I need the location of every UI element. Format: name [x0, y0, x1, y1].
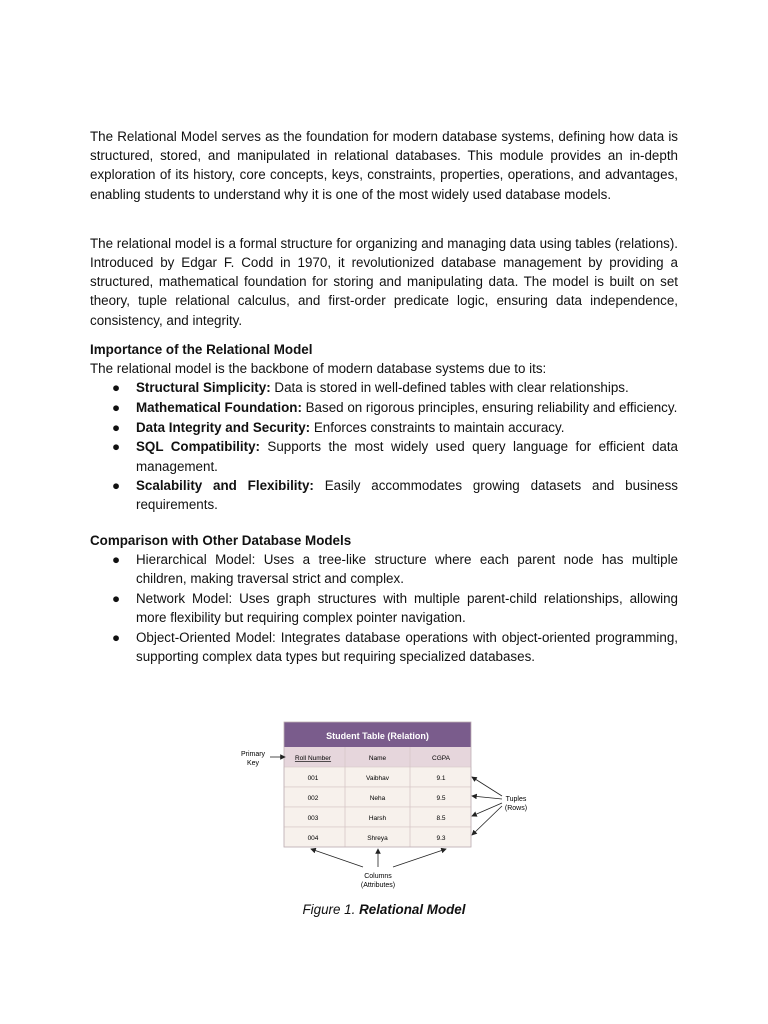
list-item: [90, 476, 678, 514]
table-cell: 9.5: [436, 795, 446, 802]
list-item-text: Easily accommodates growing datasets and business requirements.: [136, 478, 679, 513]
table-cell: 003: [307, 815, 319, 822]
table-title: Student Table (Relation): [326, 731, 429, 741]
tuples-arrow: [472, 777, 502, 796]
comparison-heading: Comparison with Other Database Models: [90, 532, 352, 548]
bullet-icon: ●: [112, 439, 121, 455]
list-item-term: Structural Simplicity:: [136, 380, 271, 396]
primary-key-label-1: Primary: [240, 751, 266, 758]
table-cell: 002: [307, 795, 319, 802]
importance-list: [90, 378, 678, 514]
bullet-icon: ●: [112, 478, 121, 494]
intro-paragraph: The Relational Model serves as the foundation for modern database systems, defining how data is structured, stored, and manipulated in relational databases. This module provides an in-depth exploration of its history, core concepts, keys, constraints, properties, operations, and advantages, enabling students to understand why it is one of the most widely used database models.: [90, 129, 678, 202]
table-cell: Shreya: [367, 835, 388, 842]
caption-title: Relational Model: [359, 902, 466, 917]
header-roll-number: Roll Number: [294, 755, 332, 762]
tuples-arrow: [472, 796, 502, 799]
columns-arrow: [393, 849, 446, 867]
list-item-term: Mathematical Foundation:: [136, 399, 302, 415]
list-item-text: Supports the most widely used query language for efficient data management.: [136, 439, 679, 474]
table-cell: 9.3: [436, 835, 446, 842]
table-cell: Neha: [369, 795, 386, 802]
table-cell: Harsh: [368, 815, 387, 822]
list-item: [90, 628, 678, 666]
table-rows: [284, 767, 471, 847]
columns-arrow: [311, 849, 363, 867]
tuples-arrow: [472, 803, 502, 816]
list-item: [90, 550, 678, 588]
bullet-icon: ●: [112, 629, 121, 645]
list-item: [90, 418, 678, 437]
bullet-icon: ●: [112, 399, 121, 415]
bullet-icon: ●: [112, 419, 121, 435]
list-item-text: Data is stored in well-defined tables with clear relationships.: [270, 380, 629, 396]
importance-heading: Importance of the Relational Model: [90, 341, 313, 357]
list-item-text: Network Model: Uses graph structures with multiple parent-child relationships, allowing more flexibility but requiring complex pointer navigation.: [136, 590, 678, 625]
header-cgpa: CGPA: [432, 755, 450, 762]
bullet-icon: ●: [112, 551, 121, 567]
list-item-term: Scalability and Flexibility:: [136, 478, 314, 494]
tuples-label-2: (Rows): [504, 805, 528, 812]
bullet-icon: ●: [112, 590, 121, 606]
figure-diagram: [228, 710, 548, 905]
document-body: [90, 127, 678, 667]
list-item-term: SQL Compatibility:: [136, 439, 260, 455]
bullet-icon: ●: [112, 380, 121, 396]
list-item-text: Object-Oriented Model: Integrates database operations with object-oriented programming, supporting complex data types but requiring specialized databases.: [136, 629, 678, 664]
overview-paragraph: The relational model is a formal structure for organizing and managing data using tables (relations). Introduced by Edgar F. Codd in 1970, it revolutionized database management by providing a structured, mathematical foundation for storing and manipulating data. The model is built on set theory, tuple relational calculus, and first-order predicate logic, ensuring data independence, consistency, and integrity.: [90, 235, 679, 328]
figure-caption: [0, 902, 768, 917]
table-cell: 8.5: [436, 815, 446, 822]
columns-label-1: Columns: [364, 873, 392, 880]
table-cell: 9.1: [436, 775, 446, 782]
list-item: [90, 398, 678, 417]
importance-lead: The relational model is the backbone of modern database systems due to its:: [90, 361, 547, 377]
relational-model-figure: [228, 710, 548, 905]
table-cell: Vaibhav: [365, 775, 390, 782]
comparison-list: [90, 550, 678, 666]
table-cell: 001: [307, 775, 319, 782]
list-item-text: Hierarchical Model: Uses a tree-like structure where each parent node has multiple children, making traversal strict and complex.: [136, 551, 678, 587]
list-item: [90, 378, 678, 397]
tuples-label-1: Tuples: [505, 796, 527, 803]
list-item: [90, 437, 678, 475]
list-item-term: Data Integrity and Security:: [136, 419, 311, 435]
list-item-text: Enforces constraints to maintain accuracy.: [310, 419, 565, 435]
primary-key-label-2: Key: [246, 760, 260, 767]
caption-prefix: Figure 1.: [302, 902, 360, 917]
columns-label-2: (Attributes): [360, 882, 396, 889]
header-name: Name: [368, 755, 387, 762]
list-item-text: Based on rigorous principles, ensuring reliability and efficiency.: [301, 399, 678, 415]
tuples-arrow: [472, 806, 502, 835]
table-cell: 004: [307, 835, 319, 842]
list-item: [90, 589, 678, 627]
